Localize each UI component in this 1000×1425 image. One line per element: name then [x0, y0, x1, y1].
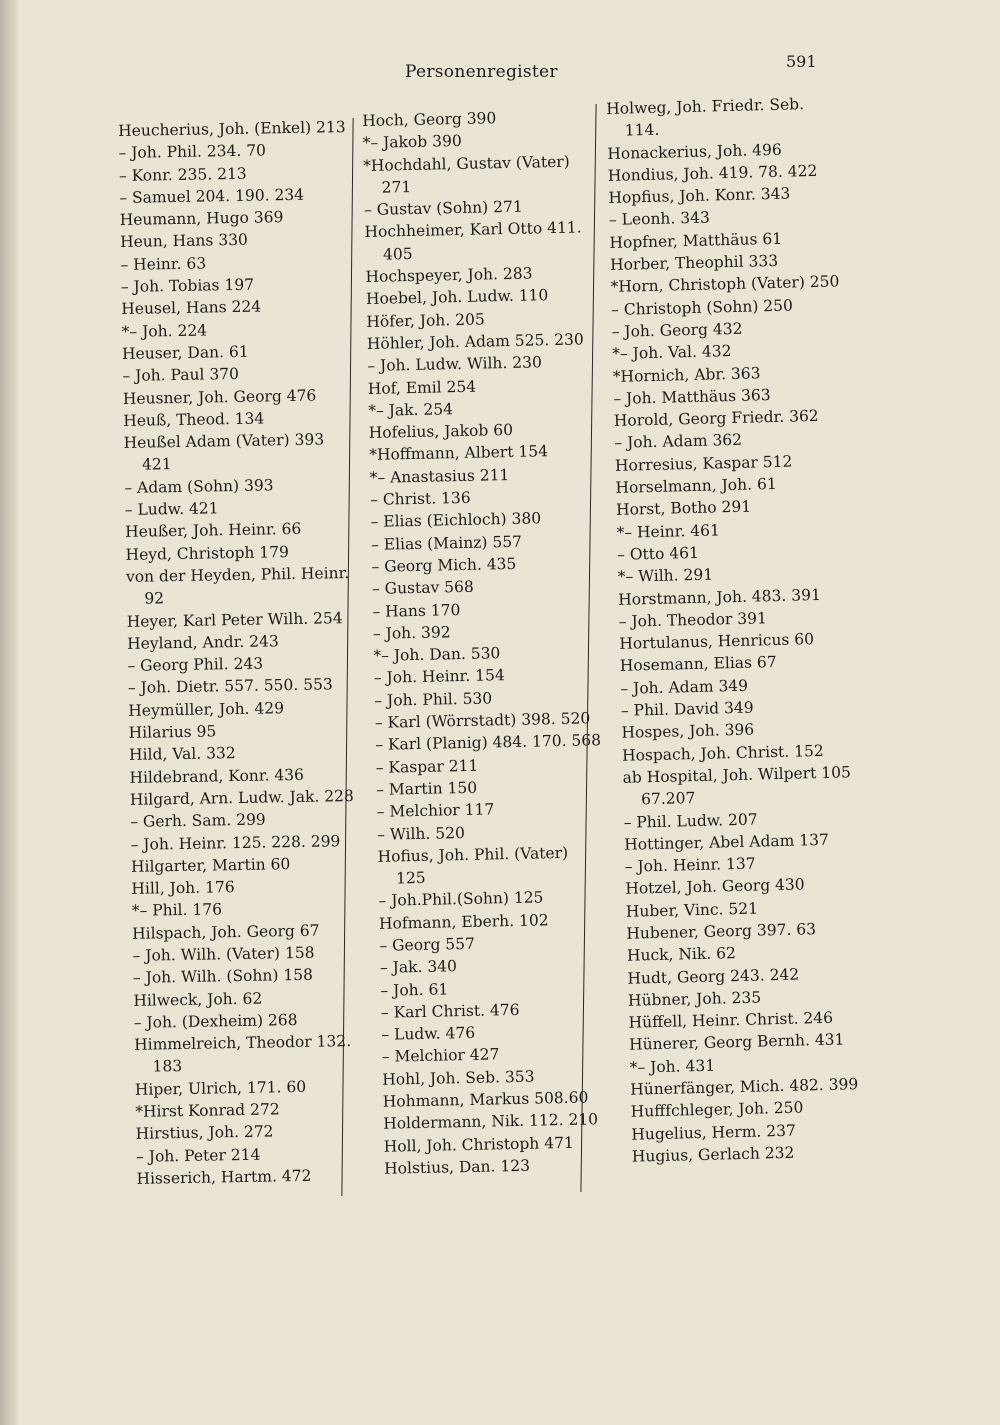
index-entry: – Elias (Eichloch) 380 [370, 509, 542, 532]
index-entry: – Joh. (Dexheim) 268 [133, 1010, 298, 1032]
index-entry: *Hoffmann, Albert 154 [369, 442, 549, 465]
index-entry: – Ludw. 476 [381, 1024, 476, 1044]
index-entry: – Samuel 204. 190. 234 [119, 185, 305, 207]
index-entry: Hübner, Joh. 235 [627, 988, 762, 1010]
index-entry: – Gustav (Sohn) 271 [363, 197, 523, 220]
index-entry: 271 [381, 177, 412, 197]
index-entry: Honackerius, Joh. 496 [607, 140, 782, 163]
index-entry: – Otto 461 [616, 543, 700, 564]
index-entry: 405 [382, 244, 413, 264]
index-entry: 125 [395, 868, 426, 888]
index-entry: Hospes, Joh. 396 [621, 720, 755, 743]
index-entry: – Georg Phil. 243 [127, 654, 264, 676]
index-entry: – Joh. Wilh. (Vater) 158 [132, 943, 315, 965]
index-entry: – Christ. 136 [369, 488, 471, 509]
index-entry: Hugius, Gerlach 232 [631, 1143, 795, 1166]
index-column-2 [362, 105, 610, 1180]
index-entry: Heun, Hans 330 [119, 231, 248, 252]
index-entry: – Martin 150 [376, 778, 478, 799]
index-entry: – Hans 170 [372, 600, 461, 621]
index-entry: – Elias (Mainz) 557 [370, 532, 523, 554]
index-entry: – Konr. 235. 213 [118, 164, 247, 185]
index-entry: Hofius, Joh. Phil. (Vater) [377, 843, 569, 866]
index-entry: – Joh. Ludw. Wilh. 230 [367, 353, 543, 376]
index-entry: *– Joh. 431 [629, 1056, 716, 1077]
index-entry: Heyer, Karl Peter Wilh. 254 [126, 608, 343, 631]
index-entry: *– Joh. 224 [121, 321, 208, 341]
index-entry: Heumann, Hugo 369 [119, 208, 284, 230]
index-entry: – Joh. Matthäus 363 [613, 385, 771, 408]
index-entry: Heusel, Hans 224 [121, 297, 262, 319]
index-entry: Hilweck, Joh. 62 [133, 989, 263, 1010]
index-entry: Horresius, Kaspar 512 [614, 452, 793, 475]
index-entry: Hof, Emil 254 [367, 377, 477, 398]
index-entry: Hohmann, Markus 508.60 [382, 1088, 589, 1111]
index-entry: *Hochdahl, Gustav (Vater) [362, 152, 570, 175]
index-entry: Hünerer, Georg Bernh. 431 [628, 1030, 845, 1055]
index-entry: Horselmann, Joh. 61 [615, 474, 777, 497]
index-entry: *– Wilh. 291 [617, 565, 714, 587]
index-entry: Hochheimer, Karl Otto 411. [364, 218, 582, 242]
index-entry: Hilspach, Joh. Georg 67 [132, 921, 320, 943]
index-entry: Hosemann, Elias 67 [619, 653, 777, 676]
index-entry: – Jak. 340 [379, 957, 458, 978]
index-entry: – Karl (Planig) 484. 170. 568 [375, 731, 602, 755]
index-entry: Heuser, Dan. 61 [121, 342, 249, 363]
index-entry: – Georg 557 [379, 934, 476, 955]
index-entry: Hochspeyer, Joh. 283 [365, 264, 533, 287]
index-entry: Heyd, Christoph 179 [125, 542, 290, 564]
index-entry: Hild, Val. 332 [128, 744, 236, 765]
index-entry: von der Heyden, Phil. Heinr. [125, 563, 350, 586]
index-entry: Hiper, Ulrich, 171. 60 [134, 1077, 307, 1099]
index-entry: – Joh. Heinr. 154 [373, 666, 505, 688]
index-entry: – Joh. Adam 362 [614, 431, 743, 453]
index-entry: – Joh. Dietr. 557. 550. 553 [127, 675, 333, 698]
index-entry: – Ludw. 421 [124, 499, 219, 519]
index-entry: Holdermann, Nik. 112. 210 [383, 1110, 599, 1134]
index-entry: Hufffchleger, Joh. 250 [630, 1098, 804, 1122]
index-entry: Hoch, Georg 390 [362, 109, 497, 130]
index-entry: *– Anastasius 211 [369, 465, 510, 487]
index-entry: – Christoph (Sohn) 250 [610, 296, 794, 319]
index-entry: Holstius, Dan. 123 [383, 1156, 531, 1178]
index-entry: Hofmann, Eberh. 102 [378, 910, 549, 933]
index-entry: Hudt, Georg 243. 242 [627, 965, 800, 988]
index-entry: Heusner, Joh. Georg 476 [122, 386, 317, 408]
index-entry: Hilgard, Arn. Ludw. Jak. 228 [129, 786, 354, 809]
index-entry: – Joh. Adam 349 [620, 676, 749, 698]
index-entry: Hospach, Joh. Christ. 152 [621, 741, 824, 765]
index-entry: – Joh. Phil. 530 [374, 689, 493, 710]
index-entry: Hildebrand, Konr. 436 [129, 765, 305, 787]
index-entry: *Hirst Konrad 272 [135, 1100, 280, 1121]
index-entry: – Melchior 427 [381, 1045, 500, 1067]
index-entry: Heyland, Andr. 243 [126, 632, 279, 653]
index-entry: – Joh. Heinr. 137 [624, 854, 756, 876]
index-entry: Hopfner, Matthäus 61 [609, 229, 783, 252]
index-entry: Hortulanus, Henricus 60 [619, 630, 815, 653]
index-entry: Huber, Vinc. 521 [625, 899, 759, 921]
index-entry: 421 [141, 455, 172, 475]
index-entry: – Leonh. 343 [608, 208, 711, 230]
index-entry: Horst, Botho 291 [615, 497, 752, 520]
index-entry: – Heinr. 63 [120, 254, 207, 274]
index-entry: Hugelius, Herm. 237 [631, 1121, 797, 1144]
index-entry: – Joh. Georg 432 [611, 319, 743, 341]
index-entry: – Joh. Peter 214 [135, 1145, 261, 1166]
index-entry: Hotzel, Joh. Georg 430 [625, 875, 805, 899]
index-entry: *– Jak. 254 [368, 400, 454, 420]
index-entry: 92 [144, 589, 165, 608]
index-entry: Horstmann, Joh. 483. 391 [618, 585, 822, 609]
page-edge-shadow [0, 0, 18, 1425]
index-entry: Hofelius, Jakob 60 [368, 421, 514, 443]
index-entry: Hill, Joh. 176 [131, 878, 235, 898]
index-entry: Horold, Georg Friedr. 362 [613, 407, 819, 431]
running-head-title: Personenregister [405, 62, 558, 82]
index-entry: Heuß, Theod. 134 [123, 409, 265, 430]
index-entry: Heucherius, Joh. (Enkel) 213 [118, 118, 346, 140]
index-entry: Holl, Joh. Christoph 471 [383, 1133, 574, 1156]
index-entry: Höfer, Joh. 205 [366, 310, 485, 331]
index-entry: – Phil. David 349 [620, 698, 754, 720]
page-number: 591 [786, 52, 817, 71]
index-entry: – Adam (Sohn) 393 [124, 476, 274, 497]
index-entry: Hünerfänger, Mich. 482. 399 [630, 1075, 859, 1099]
index-entry: *– Jakob 390 [362, 132, 462, 153]
index-entry: – Georg Mich. 435 [371, 554, 517, 576]
index-entry: Horber, Theophil 333 [609, 251, 779, 275]
index-column-1 [118, 116, 364, 1190]
index-entry: – Melchior 117 [376, 800, 495, 822]
index-entry: Hopfius, Joh. Konr. 343 [608, 184, 791, 208]
index-entry: Hoebel, Joh. Ludw. 110 [365, 286, 549, 309]
index-entry: – Joh. Theodor 391 [618, 609, 768, 631]
index-entry: ab Hospital, Joh. Wilpert 105 [622, 763, 852, 787]
index-entry: Hilarius 95 [128, 722, 217, 742]
index-entry: – Joh. 392 [372, 623, 451, 643]
index-entry: *Hornich, Abr. 363 [612, 363, 761, 386]
index-entry: Heußer, Joh. Heinr. 66 [125, 520, 302, 542]
index-entry: Hüffell, Heinr. Christ. 246 [628, 1008, 834, 1032]
index-entry: – Joh. Tobias 197 [120, 275, 255, 297]
index-entry: – Wilh. 520 [376, 823, 466, 844]
index-entry: Heußel Adam (Vater) 393 [123, 430, 325, 453]
index-entry: Huck, Nik. 62 [626, 944, 737, 966]
index-entry: *– Joh. Dan. 530 [373, 644, 501, 666]
index-entry: – Karl (Wörrstadt) 398. 520 [374, 709, 591, 732]
index-entry: Hondius, Joh. 419. 78. 422 [607, 161, 818, 185]
index-entry: *– Heinr. 461 [616, 520, 721, 542]
index-entry: Hilgarter, Martin 60 [130, 854, 291, 876]
index-entry: *Horn, Christoph (Vater) 250 [610, 272, 840, 297]
index-entry: Höhler, Joh. Adam 525. 230 [366, 330, 584, 353]
index-entry: 67.207 [640, 789, 696, 809]
index-entry: Hisserich, Hartm. 472 [136, 1166, 312, 1188]
index-entry: – Phil. Ludw. 207 [623, 810, 758, 832]
index-column-3 [606, 92, 861, 1168]
index-entry: Hottinger, Abel Adam 137 [624, 830, 830, 854]
index-entry: 114. [624, 121, 660, 140]
index-entry: Hohl, Joh. Seb. 353 [382, 1067, 535, 1089]
index-entry: Himmelreich, Theodor 132. [133, 1032, 352, 1055]
index-entry: – Gerh. Sam. 299 [130, 810, 266, 832]
index-entry: – Joh. Heinr. 125. 228. 299 [130, 831, 341, 854]
index-entry: – Kaspar 211 [375, 756, 479, 777]
index-entry: Hirstius, Joh. 272 [135, 1122, 274, 1144]
index-entry: Hubener, Georg 397. 63 [626, 920, 817, 943]
index-entry: 183 [152, 1057, 183, 1077]
index-entry: *– Joh. Val. 432 [612, 342, 732, 364]
index-entry: Heymüller, Joh. 429 [128, 698, 285, 720]
index-entry: – Joh. Phil. 234. 70 [118, 141, 267, 163]
index-entry: – Joh.Phil.(Sohn) 125 [378, 888, 544, 911]
index-entry: – Joh. 61 [380, 979, 449, 1000]
index-entry: – Joh. Wilh. (Sohn) 158 [132, 966, 314, 988]
index-entry: – Joh. Paul 370 [122, 365, 240, 386]
index-entry: *– Phil. 176 [131, 900, 223, 921]
index-entry: – Karl Christ. 476 [380, 1000, 520, 1022]
index-entry: – Gustav 568 [371, 578, 474, 599]
index-entry: Holweg, Joh. Friedr. Seb. [606, 95, 805, 118]
